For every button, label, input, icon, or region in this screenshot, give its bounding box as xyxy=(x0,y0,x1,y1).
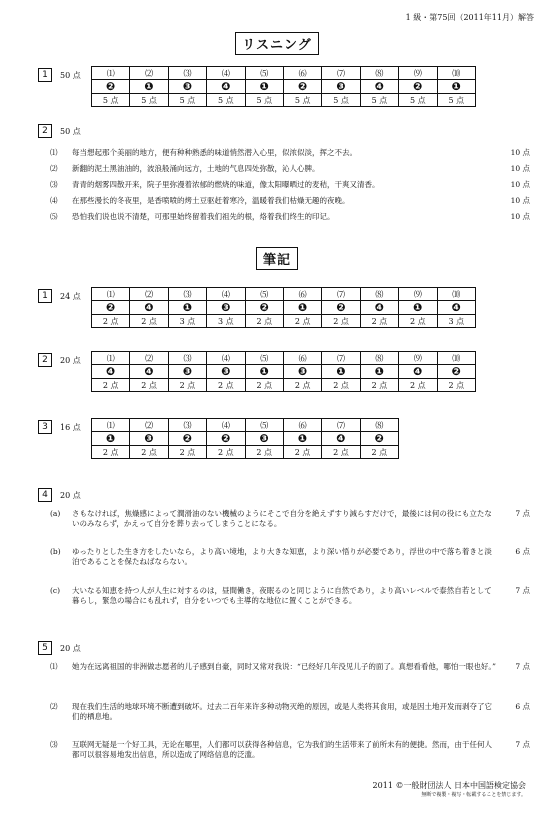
writing-q3-points: 16 点 xyxy=(60,423,81,432)
grid-answer-cell: ❸ xyxy=(130,432,168,446)
grid-header-cell: ⑶ xyxy=(168,67,206,80)
grid-header-cell: ⑴ xyxy=(92,288,130,301)
listening-q2-item: ⑴ 每当想起那个美丽的地方，便有种种熟悉的味道悄然潜入心里，似浓似淡，挥之不去。 10 点 xyxy=(50,148,530,157)
grid-header-cell: ⑽ xyxy=(437,67,475,80)
grid-answer-cell: ❸ xyxy=(245,432,283,446)
grid-answer-cell: ❶ xyxy=(322,365,360,379)
grid-row-ans xyxy=(92,432,399,446)
grid-header-cell: ⑸ xyxy=(245,67,283,80)
grid-answer-cell: ❹ xyxy=(399,365,437,379)
grid-score-cell: 2 点 xyxy=(92,315,130,328)
grid-header-cell: ⑷ xyxy=(207,419,245,432)
grid-header-cell: ⑶ xyxy=(168,419,206,432)
listening-q2-item: ⑸ 恐怕我们说也说不清楚，可那里始终留着我们祖先的根，烙着我们终生的印记。 10 点 xyxy=(50,212,530,221)
page-header: 1 級・第75回（2011年11月）解答 xyxy=(405,13,534,22)
grid-score-cell: 2 点 xyxy=(322,379,360,392)
grid-answer-cell: ❶ xyxy=(283,301,321,315)
grid-header-cell: ⑺ xyxy=(322,67,360,80)
grid-score-cell: 2 点 xyxy=(360,379,398,392)
grid-score-cell: 5 点 xyxy=(130,94,168,107)
writing-q5-item: ⑴ 她为在远离祖国的非洲做志愿者的儿子感到自豪，同时又常对我说：“已经好几年没见儿子的面了。真想看看他，哪怕一眼也好。” 7 点 xyxy=(50,662,530,671)
grid-answer-cell: ❷ xyxy=(245,301,283,315)
grid-header-cell: ⑺ xyxy=(322,419,360,432)
grid-answer-cell: ❶ xyxy=(283,432,321,446)
grid-row-head xyxy=(92,419,399,432)
grid-header-cell: ⑵ xyxy=(130,288,168,301)
grid-score-cell: 5 点 xyxy=(399,94,437,107)
grid-score-cell: 3 点 xyxy=(437,315,475,328)
grid-score-cell: 3 点 xyxy=(168,315,206,328)
grid-answer-cell: ❶ xyxy=(245,365,283,379)
footer xyxy=(373,780,526,798)
grid-score-cell: 2 点 xyxy=(437,379,475,392)
grid-answer-cell: ❹ xyxy=(437,301,475,315)
grid-header-cell: ⑸ xyxy=(245,352,283,365)
listening-title: リスニング xyxy=(235,32,318,55)
grid-answer-cell: ❸ xyxy=(168,80,206,94)
grid-header-cell: ⑵ xyxy=(130,352,168,365)
grid-score-cell: 2 点 xyxy=(245,379,283,392)
grid-header-cell: ⑴ xyxy=(92,67,130,80)
grid-score-cell: 2 点 xyxy=(130,446,168,459)
writing-q5-number: 5 xyxy=(38,641,52,655)
listening-q1-points: 50 点 xyxy=(60,71,81,80)
grid-answer-cell: ❷ xyxy=(207,432,245,446)
grid-answer-cell: ❶ xyxy=(360,365,398,379)
grid-answer-cell: ❷ xyxy=(168,432,206,446)
grid-header-cell: ⑼ xyxy=(399,352,437,365)
grid-row-score xyxy=(92,315,476,328)
grid-answer-cell: ❸ xyxy=(168,365,206,379)
grid-header-cell: ⑺ xyxy=(322,288,360,301)
grid-answer-cell: ❶ xyxy=(245,80,283,94)
grid-score-cell: 2 点 xyxy=(92,379,130,392)
grid-header-cell: ⑹ xyxy=(283,352,321,365)
grid-score-cell: 5 点 xyxy=(245,94,283,107)
writing-q4-item: (c) 大いなる知恵を持つ人が人生に対するのは，昼間働き，夜眠るのと同じように自然であり，より高いレベルで泰然自若として暮らし，緊急の場合にも乱れず，自分をいつでも主導的な地位に置くことができる。 7 点 xyxy=(50,586,530,605)
footer-copyright: 2011 ©一般財団法人 日本中国語検定協会 xyxy=(372,781,526,790)
grid-score-cell: 2 点 xyxy=(207,446,245,459)
grid-row-ans xyxy=(92,365,476,379)
writing-q2-points: 20 点 xyxy=(60,356,81,365)
grid-row-score xyxy=(92,94,476,107)
writing-q3-number: 3 xyxy=(38,420,52,434)
grid-answer-cell: ❹ xyxy=(130,365,168,379)
grid-row-head xyxy=(92,352,476,365)
writing-q2-number: 2 xyxy=(38,353,52,367)
grid-score-cell: 5 点 xyxy=(92,94,130,107)
writing-q4-item: (a) さもなければ，焦燥感によって潤滑油のない機械のようにそこで自分を絶えずすり減らすだけで，最後には何の役にも立たないのみならず，かえって自分を葬り去ってしまうことになる。 7 点 xyxy=(50,509,530,528)
grid-header-cell: ⑺ xyxy=(322,352,360,365)
grid-header-cell: ⑶ xyxy=(168,352,206,365)
grid-answer-cell: ❶ xyxy=(92,432,130,446)
writing-q5-points: 20 点 xyxy=(60,644,81,653)
grid-answer-cell: ❸ xyxy=(283,365,321,379)
grid-score-cell: 2 点 xyxy=(245,446,283,459)
grid-header-cell: ⑻ xyxy=(360,352,398,365)
grid-score-cell: 2 点 xyxy=(283,379,321,392)
grid-row-ans xyxy=(92,80,476,94)
grid-score-cell: 2 点 xyxy=(283,446,321,459)
grid-answer-cell: ❹ xyxy=(360,80,398,94)
grid-score-cell: 5 点 xyxy=(322,94,360,107)
grid-header-cell: ⑻ xyxy=(360,419,398,432)
grid-score-cell: 2 点 xyxy=(360,446,398,459)
grid-answer-cell: ❷ xyxy=(283,80,321,94)
grid-score-cell: 5 点 xyxy=(437,94,475,107)
writing-q1-table xyxy=(91,287,476,328)
grid-header-cell: ⑷ xyxy=(207,288,245,301)
grid-header-cell: ⑴ xyxy=(92,352,130,365)
grid-answer-cell: ❸ xyxy=(322,80,360,94)
grid-header-cell: ⑷ xyxy=(207,352,245,365)
listening-q2-item: ⑶ 青青的烟雾四散开来，院子里弥漫着浓郁的燃烧的味道，像太阳曝晒过的麦秸，干爽又清香。 10 点 xyxy=(50,180,530,189)
grid-header-cell: ⑸ xyxy=(245,288,283,301)
grid-header-cell: ⑽ xyxy=(437,288,475,301)
listening-q1-table xyxy=(91,66,476,107)
grid-score-cell: 5 点 xyxy=(283,94,321,107)
grid-score-cell: 2 点 xyxy=(399,315,437,328)
grid-header-cell: ⑹ xyxy=(283,419,321,432)
grid-header-cell: ⑹ xyxy=(283,288,321,301)
grid-score-cell: 2 点 xyxy=(130,379,168,392)
writing-q2-table xyxy=(91,351,476,392)
grid-score-cell: 5 点 xyxy=(207,94,245,107)
grid-answer-cell: ❶ xyxy=(168,301,206,315)
grid-answer-cell: ❷ xyxy=(322,301,360,315)
grid-header-cell: ⑷ xyxy=(207,67,245,80)
footer-notice: 無断で複製・複写・転載することを禁じます。 xyxy=(421,792,526,798)
grid-score-cell: 2 点 xyxy=(399,379,437,392)
grid-score-cell: 2 点 xyxy=(207,379,245,392)
grid-header-cell: ⑻ xyxy=(360,67,398,80)
writing-title-wrap xyxy=(0,247,554,270)
grid-row-head xyxy=(92,67,476,80)
writing-q4-number: 4 xyxy=(38,488,52,502)
grid-header-cell: ⑻ xyxy=(360,288,398,301)
grid-score-cell: 2 点 xyxy=(92,446,130,459)
grid-header-cell: ⑽ xyxy=(437,352,475,365)
grid-answer-cell: ❸ xyxy=(207,301,245,315)
grid-answer-cell: ❷ xyxy=(437,365,475,379)
grid-row-ans xyxy=(92,301,476,315)
grid-score-cell: 2 点 xyxy=(360,315,398,328)
grid-score-cell: 2 点 xyxy=(245,315,283,328)
listening-title-wrap xyxy=(0,32,554,55)
grid-answer-cell: ❷ xyxy=(360,432,398,446)
grid-header-cell: ⑸ xyxy=(245,419,283,432)
grid-answer-cell: ❶ xyxy=(437,80,475,94)
grid-row-score xyxy=(92,379,476,392)
writing-q4-item: (b) ゆったりとした生き方をしたいなら，より高い境地，より大きな知恵，より深い悟りが必要であり，浮世の中で落ち着きと淡泊であることを保たねばならない。 6 点 xyxy=(50,547,530,566)
grid-header-cell: ⑵ xyxy=(130,67,168,80)
grid-answer-cell: ❸ xyxy=(207,365,245,379)
listening-q2-list xyxy=(50,147,530,227)
grid-answer-cell: ❷ xyxy=(399,80,437,94)
grid-row-head xyxy=(92,288,476,301)
grid-answer-cell: ❷ xyxy=(92,80,130,94)
grid-header-cell: ⑵ xyxy=(130,419,168,432)
grid-row-score xyxy=(92,446,399,459)
writing-q1-points: 24 点 xyxy=(60,292,81,301)
grid-score-cell: 2 点 xyxy=(130,315,168,328)
listening-q2-item: ⑷ 在那些漫长的冬夜里，是香喷喷的烤土豆驱赶着寒冷，温暖着我们枯燥无趣的夜晚。 10 点 xyxy=(50,196,530,205)
grid-answer-cell: ❹ xyxy=(92,365,130,379)
writing-q3-table xyxy=(91,418,399,459)
grid-score-cell: 2 点 xyxy=(168,379,206,392)
grid-header-cell: ⑼ xyxy=(399,288,437,301)
grid-answer-cell: ❹ xyxy=(322,432,360,446)
grid-header-cell: ⑶ xyxy=(168,288,206,301)
grid-score-cell: 2 点 xyxy=(322,446,360,459)
grid-header-cell: ⑼ xyxy=(399,67,437,80)
listening-q2-item: ⑵ 新翻的泥土黑油油的，波浪般涌向远方，土地的气息四处弥散，沁人心脾。 10 点 xyxy=(50,164,530,173)
writing-q1-number: 1 xyxy=(38,289,52,303)
writing-q5-item: ⑶ 互联网无疑是一个好工具，无论在哪里，人们都可以获得各种信息，它为我们的生活带来了前所未有的便捷。然而，由于任何人都可以很容易地发出信息，所以造成了网络信息的泛滥。 7 点 xyxy=(50,740,530,759)
listening-q2-points: 50 点 xyxy=(60,127,81,136)
listening-q1-number: 1 xyxy=(38,68,52,82)
grid-answer-cell: ❹ xyxy=(360,301,398,315)
grid-answer-cell: ❶ xyxy=(399,301,437,315)
grid-score-cell: 2 点 xyxy=(322,315,360,328)
grid-header-cell: ⑹ xyxy=(283,67,321,80)
grid-header-cell: ⑴ xyxy=(92,419,130,432)
grid-score-cell: 2 点 xyxy=(168,446,206,459)
grid-answer-cell: ❹ xyxy=(130,301,168,315)
grid-score-cell: 2 点 xyxy=(283,315,321,328)
grid-score-cell: 5 点 xyxy=(168,94,206,107)
grid-answer-cell: ❹ xyxy=(207,80,245,94)
writing-title: 筆記 xyxy=(256,247,298,270)
writing-q4-points: 20 点 xyxy=(60,491,81,500)
grid-answer-cell: ❶ xyxy=(130,80,168,94)
grid-answer-cell: ❷ xyxy=(92,301,130,315)
writing-q5-item: ⑵ 现在我们生活的地球环境不断遭到破坏。过去二百年来许多种动物灭绝的原因，或是人类将其食用，或是因土地开发而剥夺了它们的栖息地。 6 点 xyxy=(50,702,530,721)
listening-q2-number: 2 xyxy=(38,124,52,138)
grid-score-cell: 5 点 xyxy=(360,94,398,107)
grid-score-cell: 3 点 xyxy=(207,315,245,328)
